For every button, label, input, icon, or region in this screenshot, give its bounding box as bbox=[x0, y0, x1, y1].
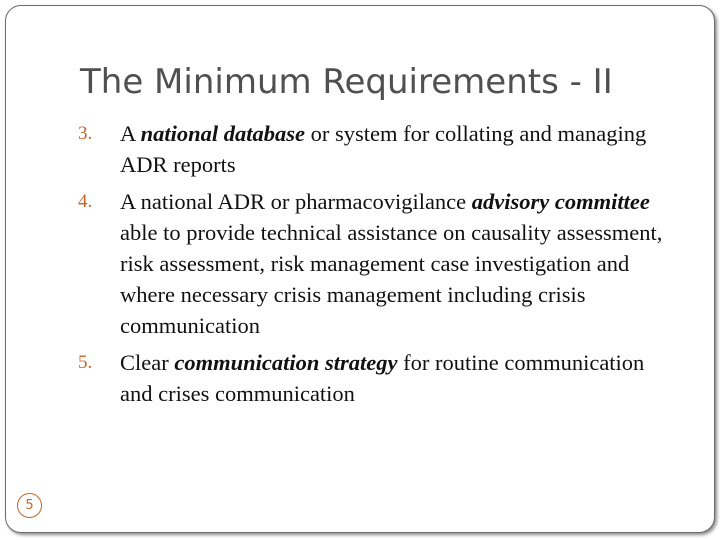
list-item-emphasis: advisory committee bbox=[471, 189, 650, 214]
list-item-text-part: A bbox=[120, 121, 141, 146]
list-item-text bbox=[120, 347, 678, 409]
list-item-number: 4. bbox=[78, 191, 93, 212]
list-item-text-part: or system for collating and managing ADR reports bbox=[120, 121, 647, 177]
list-item-text-part: Clear bbox=[120, 350, 175, 375]
list-item-emphasis: national database bbox=[140, 121, 306, 146]
list-item-text bbox=[120, 118, 678, 180]
list-item-emphasis: communication strategy bbox=[174, 350, 398, 375]
page-number-badge: 5 bbox=[17, 493, 42, 518]
list-item-number: 3. bbox=[78, 123, 93, 144]
list-item-number: 5. bbox=[78, 352, 93, 373]
list-item-text-part: for routine communication and crises communication bbox=[120, 350, 645, 406]
list-item-text-part: able to provide technical assistance on causality assessment, risk assessment, risk management case investigation and where necessary crisis management including crisis communication bbox=[120, 220, 663, 338]
list-item bbox=[78, 347, 678, 409]
requirements-list bbox=[78, 118, 678, 415]
list-item-text-part: A national ADR or pharmacovigilance bbox=[120, 189, 472, 214]
list-item-text bbox=[120, 186, 678, 341]
list-item bbox=[78, 186, 678, 341]
slide-title: The Minimum Requirements - II bbox=[80, 62, 613, 102]
list-item bbox=[78, 118, 678, 180]
